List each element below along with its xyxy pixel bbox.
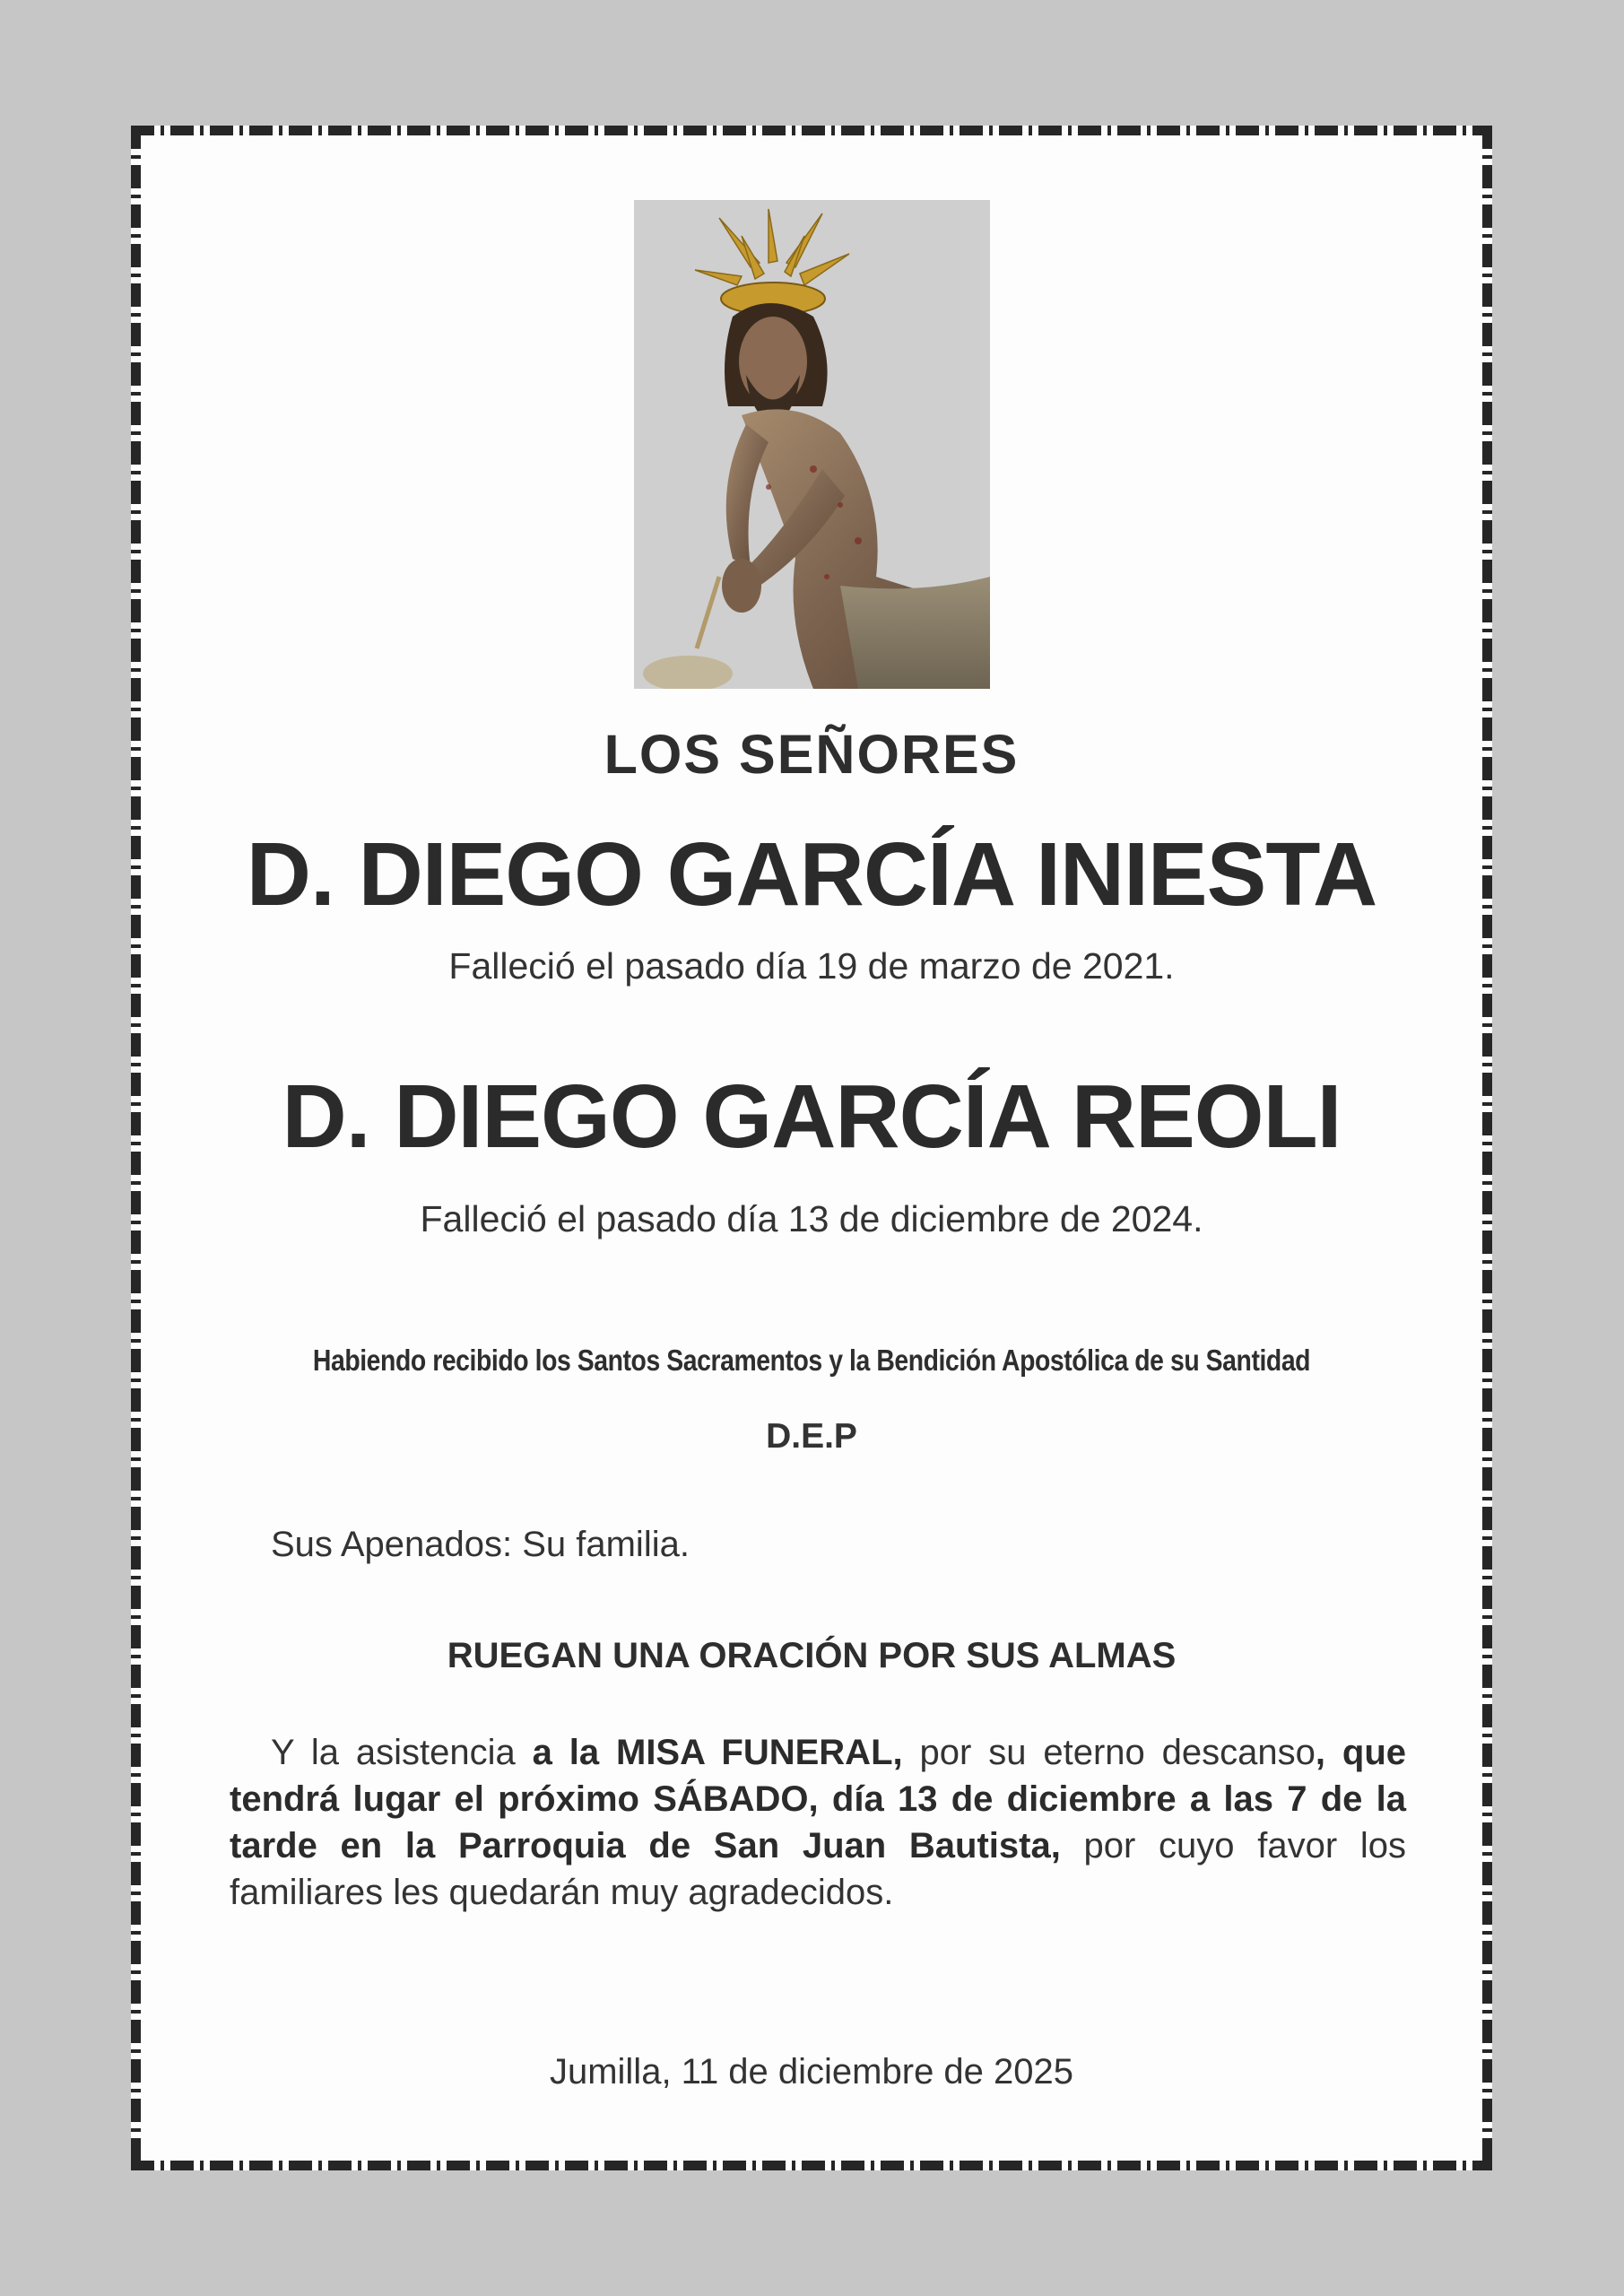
sacraments-line: Habiendo recibido los Santos Sacramentos y la Bendición Apostólica de su Santidad bbox=[312, 1344, 1311, 1377]
death-date-1: Falleció el pasado día 19 de marzo de 2021. bbox=[448, 945, 1175, 987]
obituary-notice bbox=[131, 126, 1492, 2170]
place-and-date: Jumilla, 11 de diciembre de 2025 bbox=[549, 2052, 1074, 2092]
header-title: LOS SEÑORES bbox=[604, 724, 1020, 785]
deceased-name-2: D. DIEGO GARCÍA REOLI bbox=[282, 1066, 1342, 1167]
dashed-border-bottom bbox=[131, 2161, 1492, 2170]
mass-text-bold-1: a la MISA FUNERAL, bbox=[532, 1733, 903, 1772]
religious-statue-photo bbox=[634, 200, 990, 689]
mass-text-bold-2: , que tendrá lugar el próximo SÁBADO, día 13 de diciembre a las 7 de la tarde en la Parroquia de San Juan Bautista, bbox=[230, 1733, 1407, 1866]
mass-text-part-3: por cuyo favor los familiares les quedarán muy agradecidos. bbox=[230, 1826, 1407, 1912]
dashed-border-top bbox=[131, 126, 1492, 135]
mass-text-part-1: Y la asistencia bbox=[271, 1733, 533, 1772]
mass-text-part-2: por su eterno descanso bbox=[902, 1733, 1316, 1772]
funeral-mass-paragraph bbox=[230, 1729, 1406, 1916]
prayer-request: RUEGAN UNA ORACIÓN POR SUS ALMAS bbox=[447, 1636, 1177, 1675]
dep-text: D.E.P bbox=[766, 1417, 857, 1456]
deceased-name-1: D. DIEGO GARCÍA INIESTA bbox=[246, 824, 1377, 925]
death-date-2: Falleció el pasado día 13 de diciembre de 2024. bbox=[420, 1198, 1203, 1239]
mourners-line: Sus Apenados: Su familia. bbox=[271, 1525, 690, 1564]
